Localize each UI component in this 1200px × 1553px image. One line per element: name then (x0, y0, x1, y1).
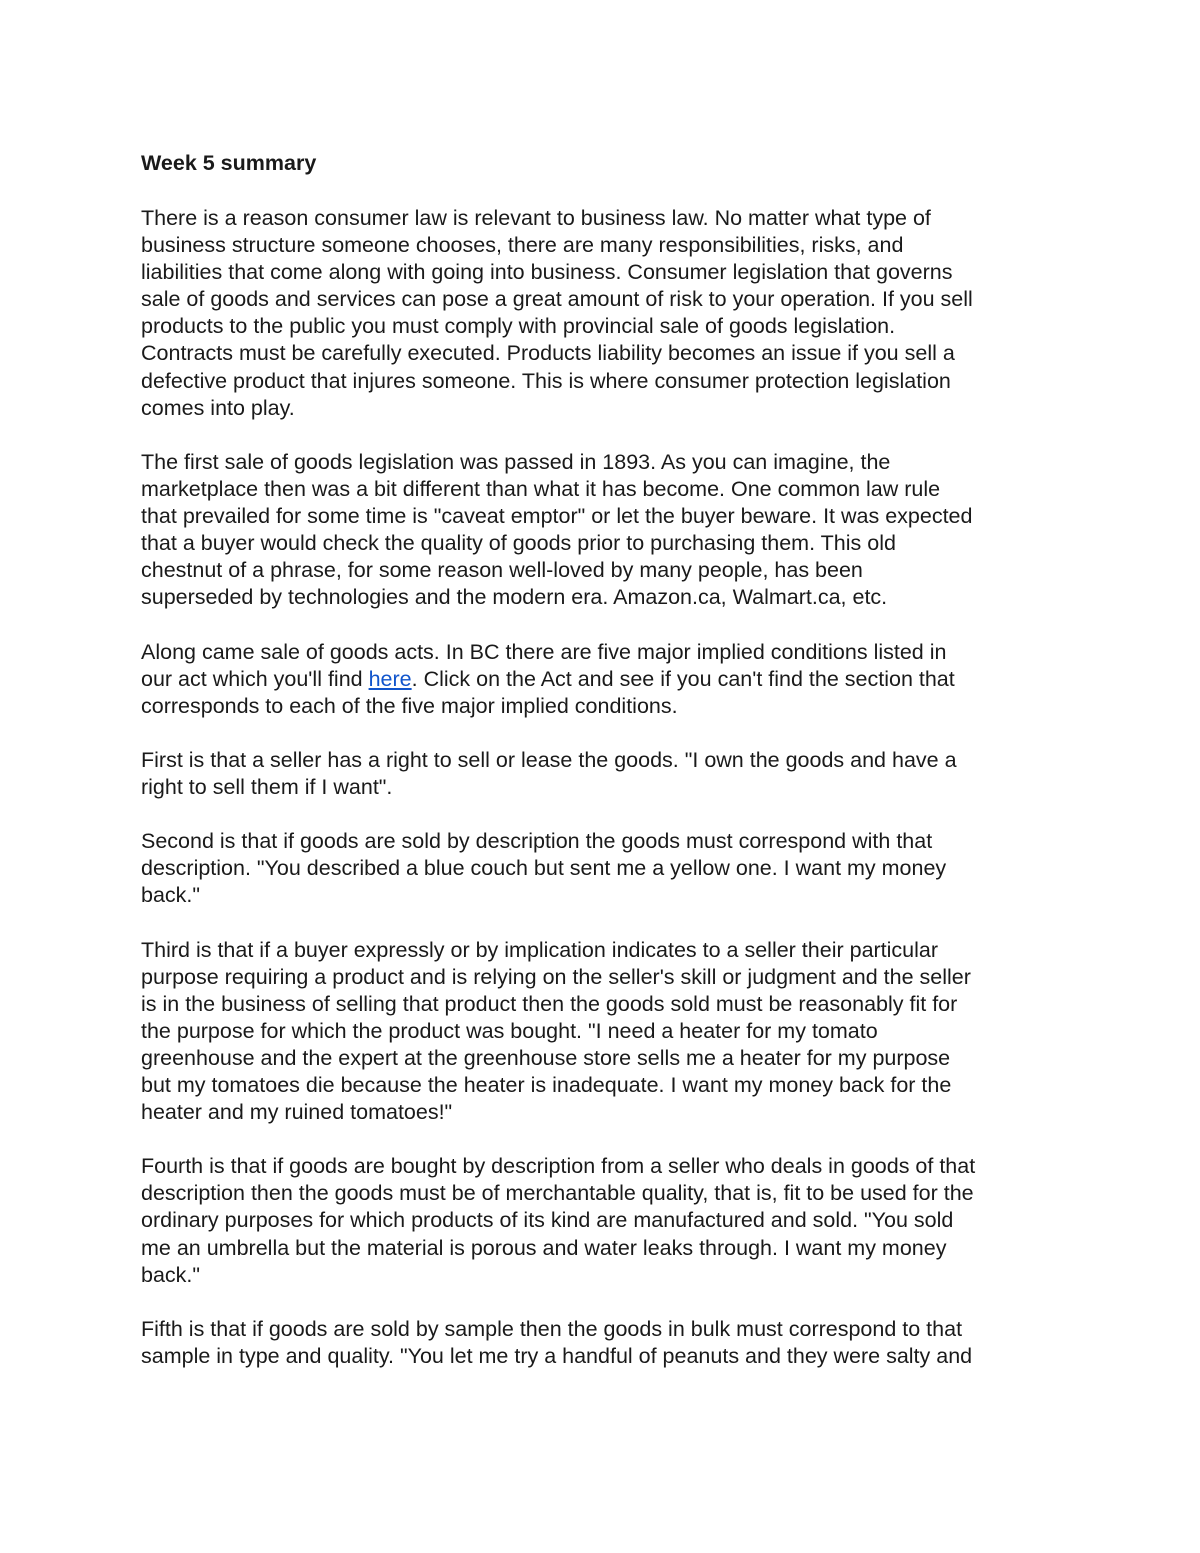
paragraph-intro (141, 205, 1060, 422)
paragraph-fourth-condition (141, 1153, 1060, 1288)
text-line: Second is that if goods are sold by description the goods must correspond with that (141, 829, 933, 854)
text-line: right to sell them if I want". (141, 774, 393, 799)
text-line: description then the goods must be of merchantable quality, that is, fit to be used for the (141, 1181, 974, 1206)
text-line: There is a reason consumer law is relevant to business law. No matter what type of (141, 206, 931, 230)
here-link[interactable]: here (368, 666, 412, 691)
text-line: description. "You described a blue couch but sent me a yellow one. I want my money (141, 856, 947, 881)
paragraph-fifth-condition (141, 1316, 1060, 1370)
text-line: The first sale of goods legislation was passed in 1893. As you can imagine, the (141, 449, 891, 474)
text-line: heater and my ruined tomatoes!" (141, 1100, 453, 1125)
text-line: that prevailed for some time is "caveat emptor" or let the buyer beware. It was expected (141, 504, 973, 529)
text-line: corresponds to each of the five major implied conditions. (141, 693, 678, 718)
text-line: Fifth is that if goods are sold by sample then the goods in bulk must correspond to that (141, 1316, 963, 1341)
text-line: Fourth is that if goods are bought by description from a seller who deals in goods of that (141, 1154, 976, 1179)
text-line: greenhouse and the expert at the greenhouse store sells me a heater for my purpose (141, 1045, 951, 1070)
text-line: purpose requiring a product and is relying on the seller's skill or judgment and the seller (141, 964, 971, 989)
text-line: products to the public you must comply with provincial sale of goods legislation. (141, 314, 896, 339)
paragraph-third-condition (141, 937, 1060, 1127)
text-line: comes into play. (141, 395, 295, 420)
text-line: Contracts must be carefully executed. Products liability becomes an issue if you sell a (141, 341, 955, 366)
text-line: defective product that injures someone. This is where consumer protection legislation (141, 368, 951, 393)
text-segment: our act which you'll find (141, 666, 369, 691)
text-line: chestnut of a phrase, for some reason well-loved by many people, has been (141, 558, 863, 583)
text-line: Third is that if a buyer expressly or by implication indicates to a seller their particular (141, 937, 939, 962)
paragraph-second-condition (141, 828, 1060, 909)
text-line: back." (141, 1262, 201, 1287)
text-line: sample in type and quality. "You let me try a handful of peanuts and they were salty and (141, 1343, 973, 1368)
text-line: liabilities that come along with going into business. Consumer legislation that governs (141, 260, 953, 285)
text-line-with-link (141, 666, 1060, 693)
text-line: superseded by technologies and the modern era. Amazon.ca, Walmart.ca, etc. (141, 585, 888, 610)
text-line: but my tomatoes die because the heater is inadequate. I want my money back for the (141, 1073, 952, 1097)
text-line: First is that a seller has a right to sell or lease the goods. "I own the goods and have a (141, 747, 957, 772)
text-line: back." (141, 883, 201, 908)
paragraph-sale-of-goods-acts (141, 639, 1060, 720)
text-line: me an umbrella but the material is porous and water leaks through. I want my money (141, 1235, 947, 1260)
text-line: marketplace then was a bit different than what it has become. One common law rule (141, 476, 941, 501)
text-line: ordinary purposes for which products of its kind are manufactured and sold. "You sold (141, 1208, 954, 1233)
text-line: sale of goods and services can pose a great amount of risk to your operation. If you sell (141, 287, 973, 312)
text-segment: . Click on the Act and see if you can't find the section that (411, 666, 955, 691)
paragraph-history (141, 449, 1060, 612)
text-line: is in the business of selling that product then the goods sold must be reasonably fit for (141, 991, 958, 1016)
text-line: the purpose for which the product was bought. "I need a heater for my tomato (141, 1018, 878, 1043)
text-line: that a buyer would check the quality of goods prior to purchasing them. This old (141, 531, 896, 556)
paragraph-first-condition (141, 747, 1060, 801)
document-title: Week 5 summary (141, 151, 317, 175)
text-line: business structure someone chooses, there are many responsibilities, risks, and (141, 233, 904, 258)
text-line: Along came sale of goods acts. In BC there are five major implied conditions listed in (141, 639, 947, 664)
